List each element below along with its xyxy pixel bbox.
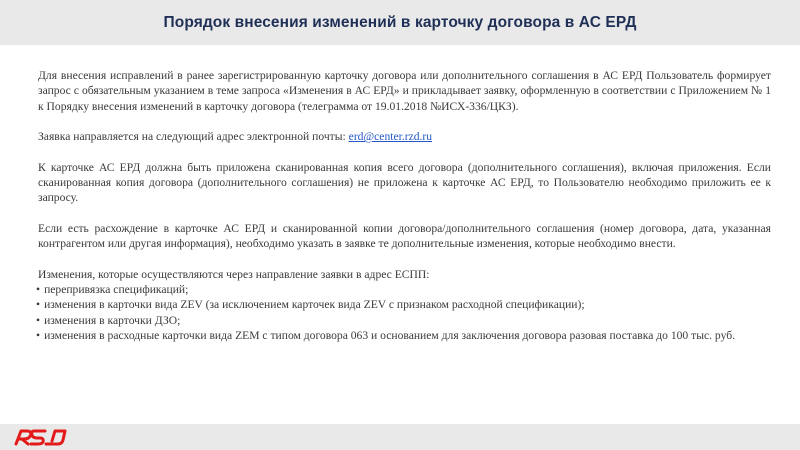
email-label: Заявка направляется на следующий адрес электронной почты: — [38, 130, 349, 144]
paragraph-discrepancy: Если есть расхождение в карточке АС ЕРД и сканированной копии договора/дополнительного соглашения (номер договора, дата, указанная контрагентом или другая информация), необходимо указать в заявке те дополнительные изменения, которые необходимо внести. — [38, 221, 771, 251]
list-item: • изменения в карточки ДЗО; — [38, 313, 771, 328]
content-body — [38, 68, 771, 343]
header-bar — [0, 0, 800, 45]
paragraph-email — [38, 129, 771, 144]
paragraph-request: Для внесения исправлений в ранее зарегистрированную карточку договора или дополнительного соглашения в АС ЕРД Пользователь формирует запрос с обязательным указанием в теме запроса «Изменения в АС ЕРД» и прикладывает заявку, оформленную в соответствии с Приложением № 1 к Порядку внесения изменений в карточку договора (телеграмма от 19.01.2018 №ИСХ-336/ЦКЗ). — [38, 69, 771, 113]
list-item: • изменения в расходные карточки вида ZEM с типом договора 063 и основанием для заключения договора разовая поставка до 100 тыс. руб. — [38, 328, 771, 343]
list-item: • изменения в карточки вида ZEV (за исключением карточек вида ZEV с признаком расходной спецификации); — [38, 297, 771, 312]
paragraph-changes-intro: Изменения, которые осуществляются через направление заявки в адрес ЕСПП: — [38, 267, 430, 281]
paragraph-scan-copy: К карточке АС ЕРД должна быть приложена сканированная копия всего договора (дополнительного соглашения), включая приложения. Если сканированная копия договора (дополнительного соглашения) не приложена к карточке АС ЕРД, то Пользователю необходимо приложить ее к запросу. — [38, 160, 771, 205]
page-title: Порядок внесения изменений в карточку договора в АС ЕРД — [163, 13, 637, 31]
changes-list — [38, 282, 771, 343]
email-link[interactable]: erd@center.rzd.ru — [348, 130, 433, 144]
list-item: • перепривязка спецификаций; — [38, 282, 771, 297]
footer-bar — [0, 424, 800, 450]
rzd-logo-icon — [12, 428, 68, 446]
